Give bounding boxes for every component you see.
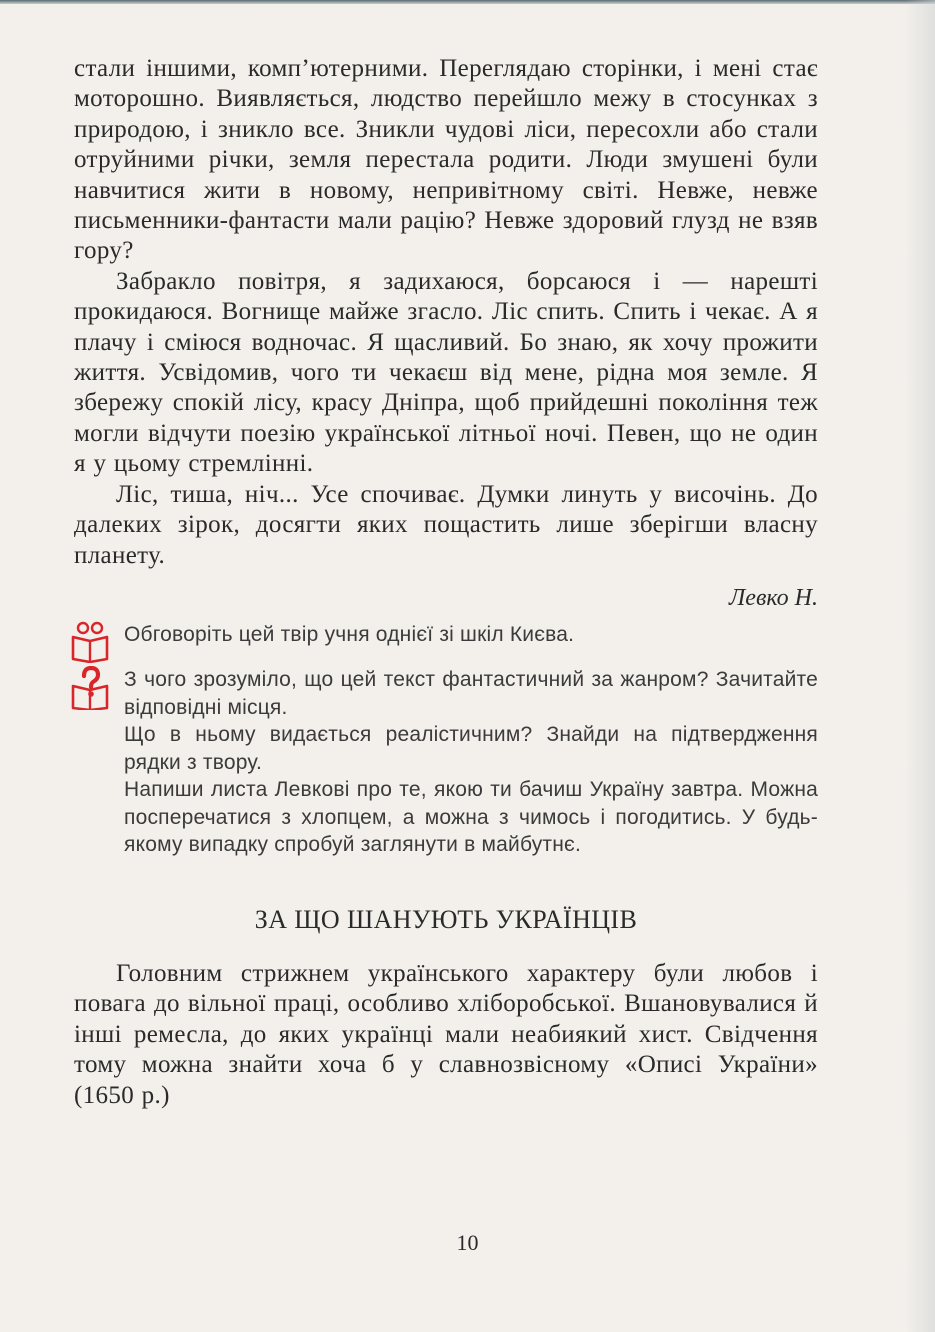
question-1: З чого зрозуміло, що цей текст фантастичний за жанром? Зачитайте відповідні місця. bbox=[124, 668, 818, 719]
page-right-shadow bbox=[905, 0, 935, 1332]
story-paragraph-1: стали іншими, комп’ютерними. Переглядаю сторінки, і мені стає моторошно. Виявляється, людство перейшло межу в стосунках з природою, і зникло все. Зникли чудові ліси, пересохли або стали отруйними річки, земля перестала родити. Люди змушені були навчитися жити в новому, непривітному світі. Невже, невже письменники-фантасти мали рацію? Невже здоровий глузд не взяв гору? bbox=[74, 55, 818, 265]
task-discuss-text: Обговоріть цей твір учня однієї зі шкіл Києва. bbox=[124, 622, 575, 646]
task-questions bbox=[74, 666, 818, 859]
question-mark-icon bbox=[70, 666, 110, 718]
section-title: ЗА ЩО ШАНУЮТЬ УКРАЇНЦІВ bbox=[254, 904, 638, 934]
section-paragraph: Головним стрижнем українського характеру були любов і повага до вільної праці, особливо хліборобської. Вшановувалися й інші ремесла, до яких українці мали неабиякий хист. Свідчення тому можна знайти хоча б у славнозвісному «Описі України» (1650 р.) bbox=[74, 959, 818, 1109]
story-paragraph-3: Ліс, тиша, ніч... Усе спочиває. Думки линуть у височінь. До далеких зірок, досягти яких пощастить лише зберігши власну планету. bbox=[74, 480, 818, 569]
task-discuss bbox=[74, 621, 818, 649]
author-signature: Левко Н. bbox=[729, 584, 818, 611]
question-2: Що в ньому видається реалістичним? Знайди на підтвердження рядки з твору. bbox=[124, 723, 818, 774]
page-number: 10 bbox=[456, 1230, 479, 1255]
page-top-edge bbox=[0, 0, 935, 4]
book-readers-icon bbox=[70, 621, 110, 671]
page-content bbox=[74, 54, 818, 1111]
question-3: Напиши листа Левкові про те, якою ти бачиш Україну завтра. Можна посперечатися з хлопцем, а можна з чимось і погодитись. У будь-якому випадку спробуй заглянути в майбутнє. bbox=[124, 778, 818, 857]
story-paragraph-2: Забракло повітря, я задихаюся, борсаюся і — нарешті прокидаюся. Вогнище майже згасло. Ліс спить. Спить і чекає. А я плачу і сміюся водночас. Я щасливий. Бо знаю, як хочу прожити життя. Усвідомив, чого ти чекаєш від мене, рідна моя земле. Я збережу спокій лісу, красу Дніпра, щоб прийдешні покоління теж могли відчути поезію української літньої ночі. Певен, що не один я у цьому стремлінні. bbox=[74, 267, 818, 478]
